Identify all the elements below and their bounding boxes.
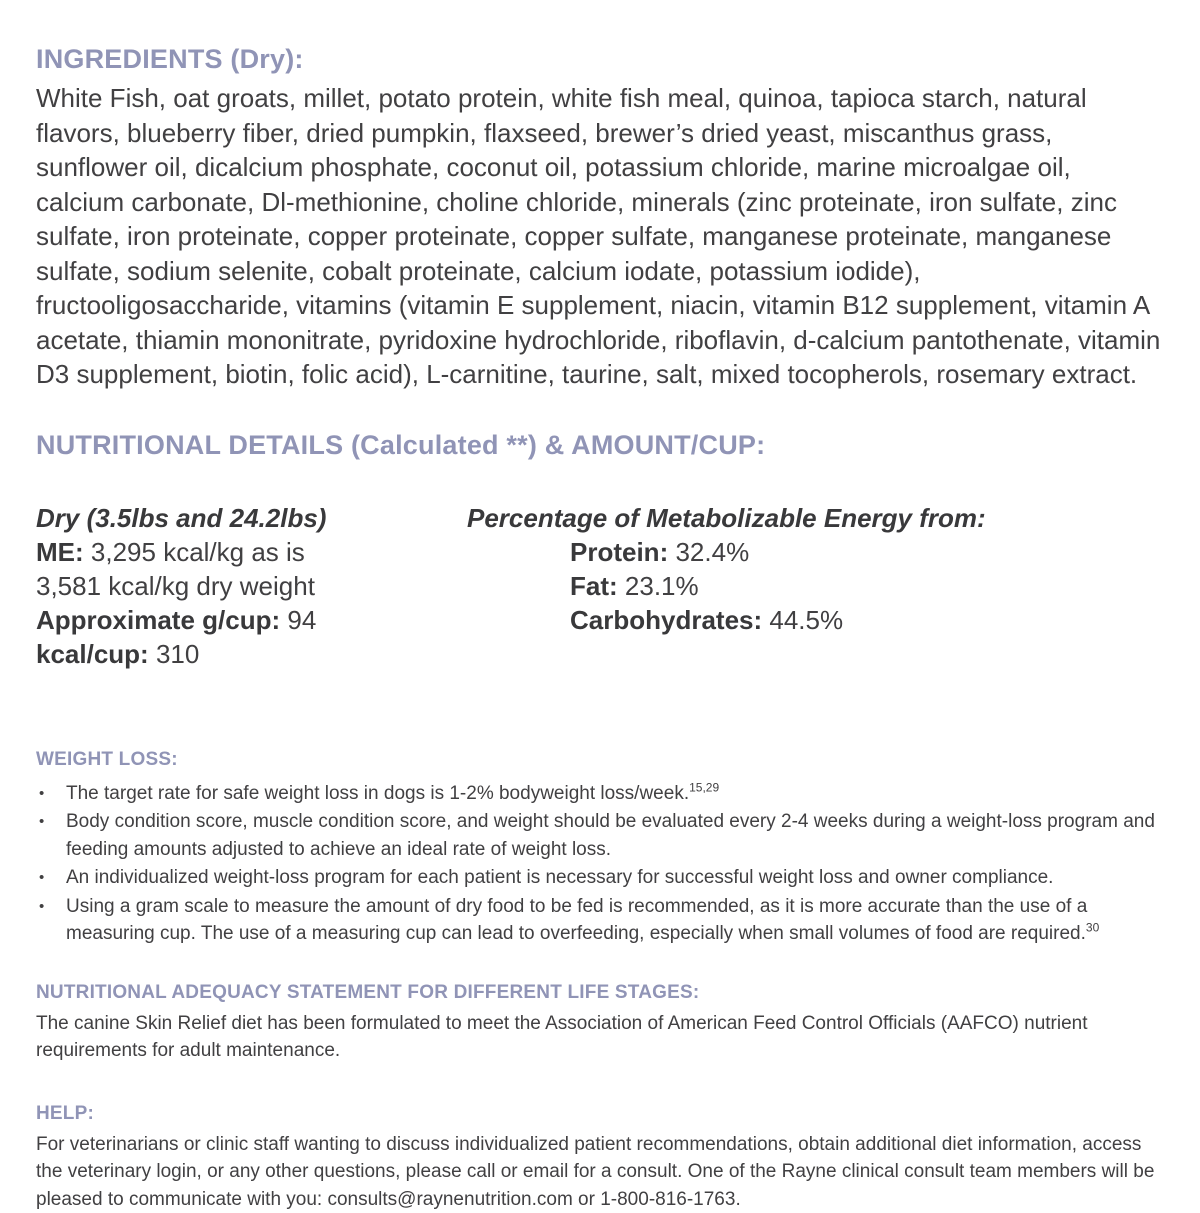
list-item (36, 780, 1162, 808)
bullet-body: Body condition score, muscle condition score, and weight should be evaluated every 2-4 weeks during a weight-loss program and feeding amounts adjusted to achieve an ideal rate of weight loss. (66, 811, 1155, 860)
kcal-per-cup-line (36, 637, 467, 671)
bullet-marker: • (36, 864, 66, 892)
me-value: 3,295 kcal/kg as is (91, 537, 305, 567)
list-item (36, 893, 1162, 948)
energy-details-column (467, 501, 1162, 637)
me-line (36, 535, 467, 569)
weight-loss-heading: WEIGHT LOSS: (36, 749, 1162, 771)
nutritional-details-columns (36, 501, 1162, 671)
fat-label: Fat: (570, 571, 618, 601)
bullet-text (66, 864, 1162, 892)
bullet-marker: • (36, 780, 66, 808)
dry-details-column (36, 501, 467, 671)
help-body: For veterinarians or clinic staff wanting to discuss individualized patient recommendations, obtain additional diet information, access the veterinary login, or any other questions, please call or email for a consult. One of the Rayne clinical consult team members will be pleased to communicate with you: consults@raynenutrition.com or 1-800-816-1763. (36, 1131, 1162, 1213)
bullet-body: Using a gram scale to measure the amount of dry food to be fed is recommended, as it is more accurate than the use of a measuring cup. The use of a measuring cup can lead to overfeeding, especially when small volumes of food are required. (66, 896, 1087, 945)
bullet-text (66, 808, 1162, 863)
protein-label: Protein: (570, 537, 668, 567)
adequacy-section (36, 982, 1162, 1065)
ingredients-body: White Fish, oat groats, millet, potato protein, white fish meal, quinoa, tapioca starch, natural flavors, blueberry fiber, dried pumpkin, flaxseed, brewer’s dried yeast, miscanthus grass, sunflower oil, dicalcium phosphate, coconut oil, potassium chloride, marine microalgae oil, calcium carbonate, Dl-methionine, choline chloride, minerals (zinc proteinate, iron sulfate, zinc sulfate, iron proteinate, copper proteinate, copper sulfate, manganese proteinate, manganese sulfate, sodium selenite, cobalt proteinate, calcium iodate, potassium iodide), fructooligosaccharide, vitamins (vitamin E supplement, niacin, vitamin B12 supplement, vitamin A acetate, thiamin mononitrate, pyridoxine hydrochloride, riboflavin, d-calcium pantothenate, vitamin D3 supplement, biotin, folic acid), L-carnitine, taurine, salt, mixed tocopherols, rosemary extract. (36, 81, 1162, 392)
energy-row-protein (570, 535, 1162, 569)
ingredients-heading: INGREDIENTS (Dry): (36, 44, 1162, 75)
bullet-text (66, 893, 1162, 948)
ingredients-section (36, 44, 1162, 392)
list-item (36, 808, 1162, 863)
bullet-body: The target rate for safe weight loss in dogs is 1-2% bodyweight loss/week. (66, 783, 689, 804)
weight-loss-list (36, 780, 1162, 948)
nutritional-details-section (36, 430, 1162, 671)
bullet-marker: • (36, 893, 66, 948)
help-heading: HELP: (36, 1103, 1162, 1125)
protein-value: 32.4% (675, 537, 749, 567)
reference-superscript: 30 (1086, 921, 1099, 935)
energy-row-carbohydrates (570, 603, 1162, 637)
me-label: ME: (36, 537, 84, 567)
kcal-per-cup-value: 310 (156, 639, 199, 669)
nutritional-details-heading: NUTRITIONAL DETAILS (Calculated **) & AMOUNT/CUP: (36, 430, 1162, 461)
dry-details-title: Dry (3.5lbs and 24.2lbs) (36, 501, 467, 535)
fat-value: 23.1% (625, 571, 699, 601)
bullet-text (66, 780, 1162, 808)
energy-rows (467, 535, 1162, 637)
energy-row-fat (570, 569, 1162, 603)
list-item (36, 864, 1162, 892)
grams-per-cup-label: Approximate g/cup: (36, 605, 280, 635)
bullet-body: An individualized weight-loss program for each patient is necessary for successful weight loss and owner compliance. (66, 867, 1053, 888)
bullet-marker: • (36, 808, 66, 863)
energy-title: Percentage of Metabolizable Energy from: (467, 501, 1162, 535)
adequacy-body: The canine Skin Relief diet has been formulated to meet the Association of American Feed Control Officials (AAFCO) nutrient requirements for adult maintenance. (36, 1010, 1162, 1065)
reference-superscript: 15,29 (689, 780, 719, 794)
weight-loss-section (36, 749, 1162, 948)
adequacy-heading: NUTRITIONAL ADEQUACY STATEMENT FOR DIFFERENT LIFE STAGES: (36, 982, 1162, 1004)
kcal-per-cup-label: kcal/cup: (36, 639, 149, 669)
grams-per-cup-line (36, 603, 467, 637)
carbohydrates-label: Carbohydrates: (570, 605, 762, 635)
grams-per-cup-value: 94 (287, 605, 316, 635)
help-section (36, 1103, 1162, 1213)
dry-weight-line: 3,581 kcal/kg dry weight (36, 569, 467, 603)
carbohydrates-value: 44.5% (769, 605, 843, 635)
